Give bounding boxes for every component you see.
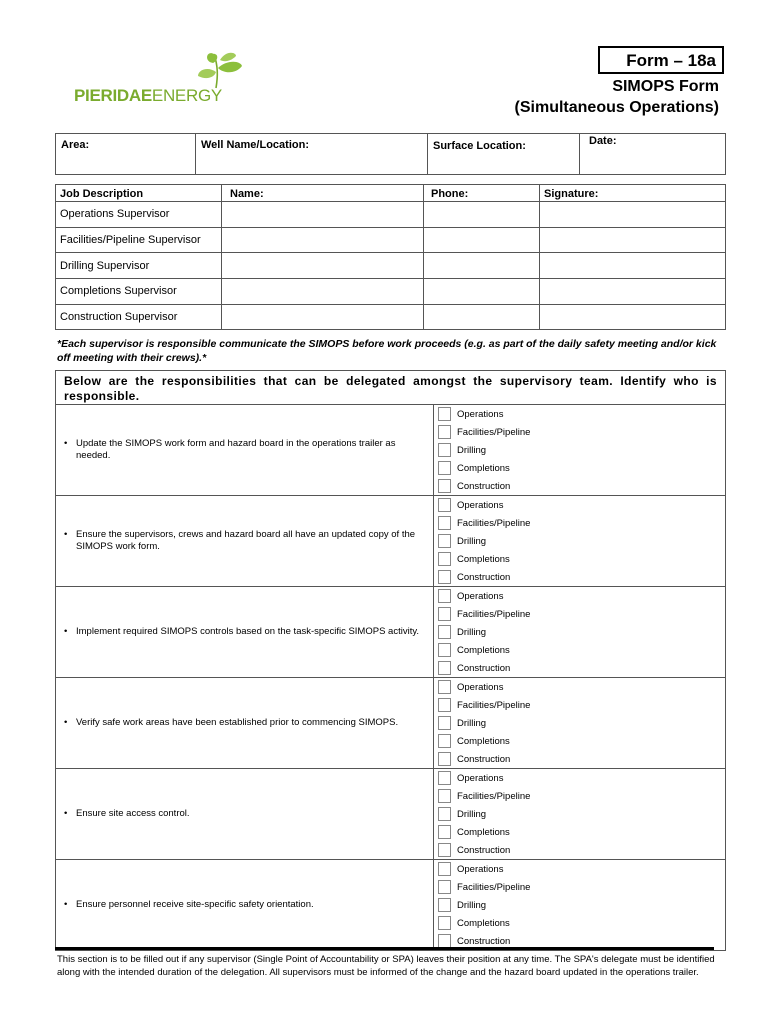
- area-field[interactable]: [56, 134, 196, 175]
- task-cell: [56, 678, 434, 769]
- task-cell: [56, 587, 434, 678]
- option-label: Drilling: [457, 899, 487, 911]
- option-label: Construction: [457, 844, 511, 856]
- checkbox[interactable]: [438, 916, 451, 930]
- table-row: [56, 279, 726, 305]
- phone-cell[interactable]: [424, 202, 540, 228]
- checkbox[interactable]: [438, 407, 451, 421]
- logo-leaf-icon: [196, 48, 244, 90]
- logo-part1: PIERIDAE: [74, 86, 152, 105]
- form-number: Form – 18a: [598, 46, 724, 74]
- option-completions[interactable]: [434, 914, 725, 932]
- option-label: Facilities/Pipeline: [457, 881, 531, 893]
- name-cell[interactable]: [222, 279, 424, 305]
- bullet-icon: •: [64, 899, 68, 910]
- task-text: Ensure the supervisors, crews and hazard board all have an updated copy of the SIMOPS work form.: [76, 529, 416, 552]
- table-row: [56, 227, 726, 253]
- bullet-icon: •: [64, 717, 68, 728]
- checkbox[interactable]: [438, 479, 451, 493]
- checkbox[interactable]: [438, 807, 451, 821]
- responsibilities-table: [55, 370, 726, 951]
- footer-divider: [55, 947, 714, 950]
- task-cell: [56, 860, 434, 951]
- assignee-options: [434, 587, 726, 678]
- option-construction[interactable]: [434, 568, 725, 586]
- task-text: Update the SIMOPS work form and hazard board in the operations trailer as needed.: [76, 438, 396, 461]
- row-label: Completions Supervisor: [56, 279, 222, 305]
- option-completions[interactable]: [434, 459, 725, 477]
- checkbox[interactable]: [438, 607, 451, 621]
- name-cell[interactable]: [222, 253, 424, 279]
- phone-cell[interactable]: [424, 279, 540, 305]
- checkbox[interactable]: [438, 461, 451, 475]
- table-row: [56, 304, 726, 330]
- option-label: Construction: [457, 753, 511, 765]
- option-label: Facilities/Pipeline: [457, 608, 531, 620]
- option-label: Facilities/Pipeline: [457, 517, 531, 529]
- form-title-line2: (Simultaneous Operations): [514, 99, 719, 116]
- signature-cell[interactable]: [540, 279, 726, 305]
- table-row: [56, 678, 726, 769]
- name-cell[interactable]: [222, 304, 424, 330]
- option-label: Construction: [457, 571, 511, 583]
- option-label: Operations: [457, 681, 504, 693]
- area-label: Area:: [61, 139, 90, 151]
- col-name: Name:: [222, 185, 424, 202]
- checkbox[interactable]: [438, 498, 451, 512]
- company-logo: [74, 86, 222, 106]
- phone-cell[interactable]: [424, 227, 540, 253]
- checkbox[interactable]: [438, 734, 451, 748]
- logo-part2: ENERGY: [151, 86, 222, 105]
- checkbox[interactable]: [438, 698, 451, 712]
- option-label: Completions: [457, 644, 510, 656]
- table-row: [56, 253, 726, 279]
- signature-cell[interactable]: [540, 304, 726, 330]
- task-cell: [56, 405, 434, 496]
- checkbox[interactable]: [438, 552, 451, 566]
- checkbox[interactable]: [438, 625, 451, 639]
- checkbox[interactable]: [438, 771, 451, 785]
- surface-label: Surface Location:: [433, 140, 526, 152]
- checkbox[interactable]: [438, 589, 451, 603]
- table-row: [56, 769, 726, 860]
- table-row: [56, 202, 726, 228]
- option-drilling[interactable]: [434, 441, 725, 459]
- header-fields-table: [55, 133, 726, 175]
- col-signature: Signature:: [540, 185, 726, 202]
- name-cell[interactable]: [222, 202, 424, 228]
- task-cell: [56, 496, 434, 587]
- option-label: Completions: [457, 917, 510, 929]
- checkbox[interactable]: [438, 862, 451, 876]
- checkbox[interactable]: [438, 570, 451, 584]
- form-title: [515, 76, 719, 118]
- option-label: Facilities/Pipeline: [457, 790, 531, 802]
- row-label: Construction Supervisor: [56, 304, 222, 330]
- surface-field[interactable]: [428, 134, 580, 175]
- option-drilling[interactable]: [434, 805, 725, 823]
- checkbox[interactable]: [438, 880, 451, 894]
- signature-cell[interactable]: [540, 253, 726, 279]
- phone-cell[interactable]: [424, 304, 540, 330]
- option-label: Drilling: [457, 808, 487, 820]
- task-cell: [56, 769, 434, 860]
- assignee-options: [434, 405, 726, 496]
- checkbox[interactable]: [438, 789, 451, 803]
- col-job-description: Job Description: [56, 185, 222, 202]
- option-label: Drilling: [457, 444, 487, 456]
- well-field[interactable]: [196, 134, 428, 175]
- date-label: Date:: [589, 135, 617, 147]
- option-label: Facilities/Pipeline: [457, 426, 531, 438]
- task-text: Ensure site access control.: [76, 808, 190, 819]
- option-operations[interactable]: [434, 678, 725, 696]
- option-drilling[interactable]: [434, 532, 725, 550]
- checkbox[interactable]: [438, 934, 451, 948]
- option-operations[interactable]: [434, 496, 725, 514]
- option-facilities-pipeline[interactable]: [434, 878, 725, 896]
- task-text: Ensure personnel receive site-specific safety orientation.: [76, 899, 314, 910]
- option-facilities-pipeline[interactable]: [434, 787, 725, 805]
- option-label: Completions: [457, 735, 510, 747]
- option-drilling[interactable]: [434, 623, 725, 641]
- footer-note: This section is to be filled out if any supervisor (Single Point of Accountability or SPA) leaves their position at any time. The SPA's delegate must be identified along with the intended duration of the delegation. All supervisors must be informed of the change and the hazard board updated in the operations trailer.: [57, 954, 715, 978]
- supervisor-note: *Each supervisor is responsible communicate the SIMOPS before work proceeds (e.g. as part of the daily safety meeting and/or kick off meeting with their crews).*: [57, 338, 717, 364]
- checkbox[interactable]: [438, 425, 451, 439]
- option-label: Operations: [457, 863, 504, 875]
- supervisor-table: [55, 184, 726, 330]
- date-field[interactable]: [580, 134, 726, 175]
- option-operations[interactable]: [434, 860, 725, 878]
- table-row: [56, 405, 726, 496]
- option-label: Drilling: [457, 535, 487, 547]
- option-label: Construction: [457, 480, 511, 492]
- row-label: Facilities/Pipeline Supervisor: [56, 227, 222, 253]
- option-completions[interactable]: [434, 732, 725, 750]
- option-facilities-pipeline[interactable]: [434, 423, 725, 441]
- bullet-icon: •: [64, 438, 68, 449]
- option-construction[interactable]: [434, 477, 725, 495]
- checkbox[interactable]: [438, 443, 451, 457]
- checkbox[interactable]: [438, 716, 451, 730]
- option-label: Drilling: [457, 717, 487, 729]
- option-facilities-pipeline[interactable]: [434, 514, 725, 532]
- option-label: Construction: [457, 935, 511, 947]
- option-construction[interactable]: [434, 659, 725, 677]
- option-operations[interactable]: [434, 769, 725, 787]
- option-label: Operations: [457, 772, 504, 784]
- option-label: Completions: [457, 462, 510, 474]
- table-row: [56, 860, 726, 951]
- checkbox[interactable]: [438, 752, 451, 766]
- row-label: Drilling Supervisor: [56, 253, 222, 279]
- assignee-options: [434, 496, 726, 587]
- option-label: Operations: [457, 408, 504, 420]
- table-row: [56, 496, 726, 587]
- option-drilling[interactable]: [434, 714, 725, 732]
- signature-cell[interactable]: [540, 227, 726, 253]
- task-text: Implement required SIMOPS controls based on the task-specific SIMOPS activity.: [76, 626, 420, 637]
- option-label: Facilities/Pipeline: [457, 699, 531, 711]
- checkbox[interactable]: [438, 680, 451, 694]
- assignee-options: [434, 860, 726, 951]
- option-label: Operations: [457, 499, 504, 511]
- signature-cell[interactable]: [540, 202, 726, 228]
- well-label: Well Name/Location:: [201, 139, 309, 151]
- option-drilling[interactable]: [434, 896, 725, 914]
- bullet-icon: •: [64, 808, 68, 819]
- option-facilities-pipeline[interactable]: [434, 696, 725, 714]
- checkbox[interactable]: [438, 825, 451, 839]
- option-label: Completions: [457, 553, 510, 565]
- phone-cell[interactable]: [424, 253, 540, 279]
- checkbox[interactable]: [438, 843, 451, 857]
- option-facilities-pipeline[interactable]: [434, 605, 725, 623]
- option-label: Operations: [457, 590, 504, 602]
- checkbox[interactable]: [438, 534, 451, 548]
- option-label: Completions: [457, 826, 510, 838]
- bullet-icon: •: [64, 529, 68, 540]
- task-text: Verify safe work areas have been established prior to commencing SIMOPS.: [76, 717, 399, 728]
- checkbox[interactable]: [438, 516, 451, 530]
- responsibilities-heading: Below are the responsibilities that can be delegated amongst the supervisory team. Identify who is responsible.: [56, 371, 726, 405]
- bullet-icon: •: [64, 626, 68, 637]
- checkbox[interactable]: [438, 898, 451, 912]
- option-completions[interactable]: [434, 550, 725, 568]
- checkbox[interactable]: [438, 643, 451, 657]
- form-title-line1: SIMOPS Form: [612, 78, 719, 95]
- option-label: Construction: [457, 662, 511, 674]
- option-operations[interactable]: [434, 587, 725, 605]
- option-completions[interactable]: [434, 641, 725, 659]
- table-row: [56, 587, 726, 678]
- name-cell[interactable]: [222, 227, 424, 253]
- assignee-options: [434, 769, 726, 860]
- row-label: Operations Supervisor: [56, 202, 222, 228]
- option-completions[interactable]: [434, 823, 725, 841]
- checkbox[interactable]: [438, 661, 451, 675]
- option-construction[interactable]: [434, 841, 725, 859]
- option-operations[interactable]: [434, 405, 725, 423]
- option-label: Drilling: [457, 626, 487, 638]
- assignee-options: [434, 678, 726, 769]
- option-construction[interactable]: [434, 750, 725, 768]
- col-phone: Phone:: [424, 185, 540, 202]
